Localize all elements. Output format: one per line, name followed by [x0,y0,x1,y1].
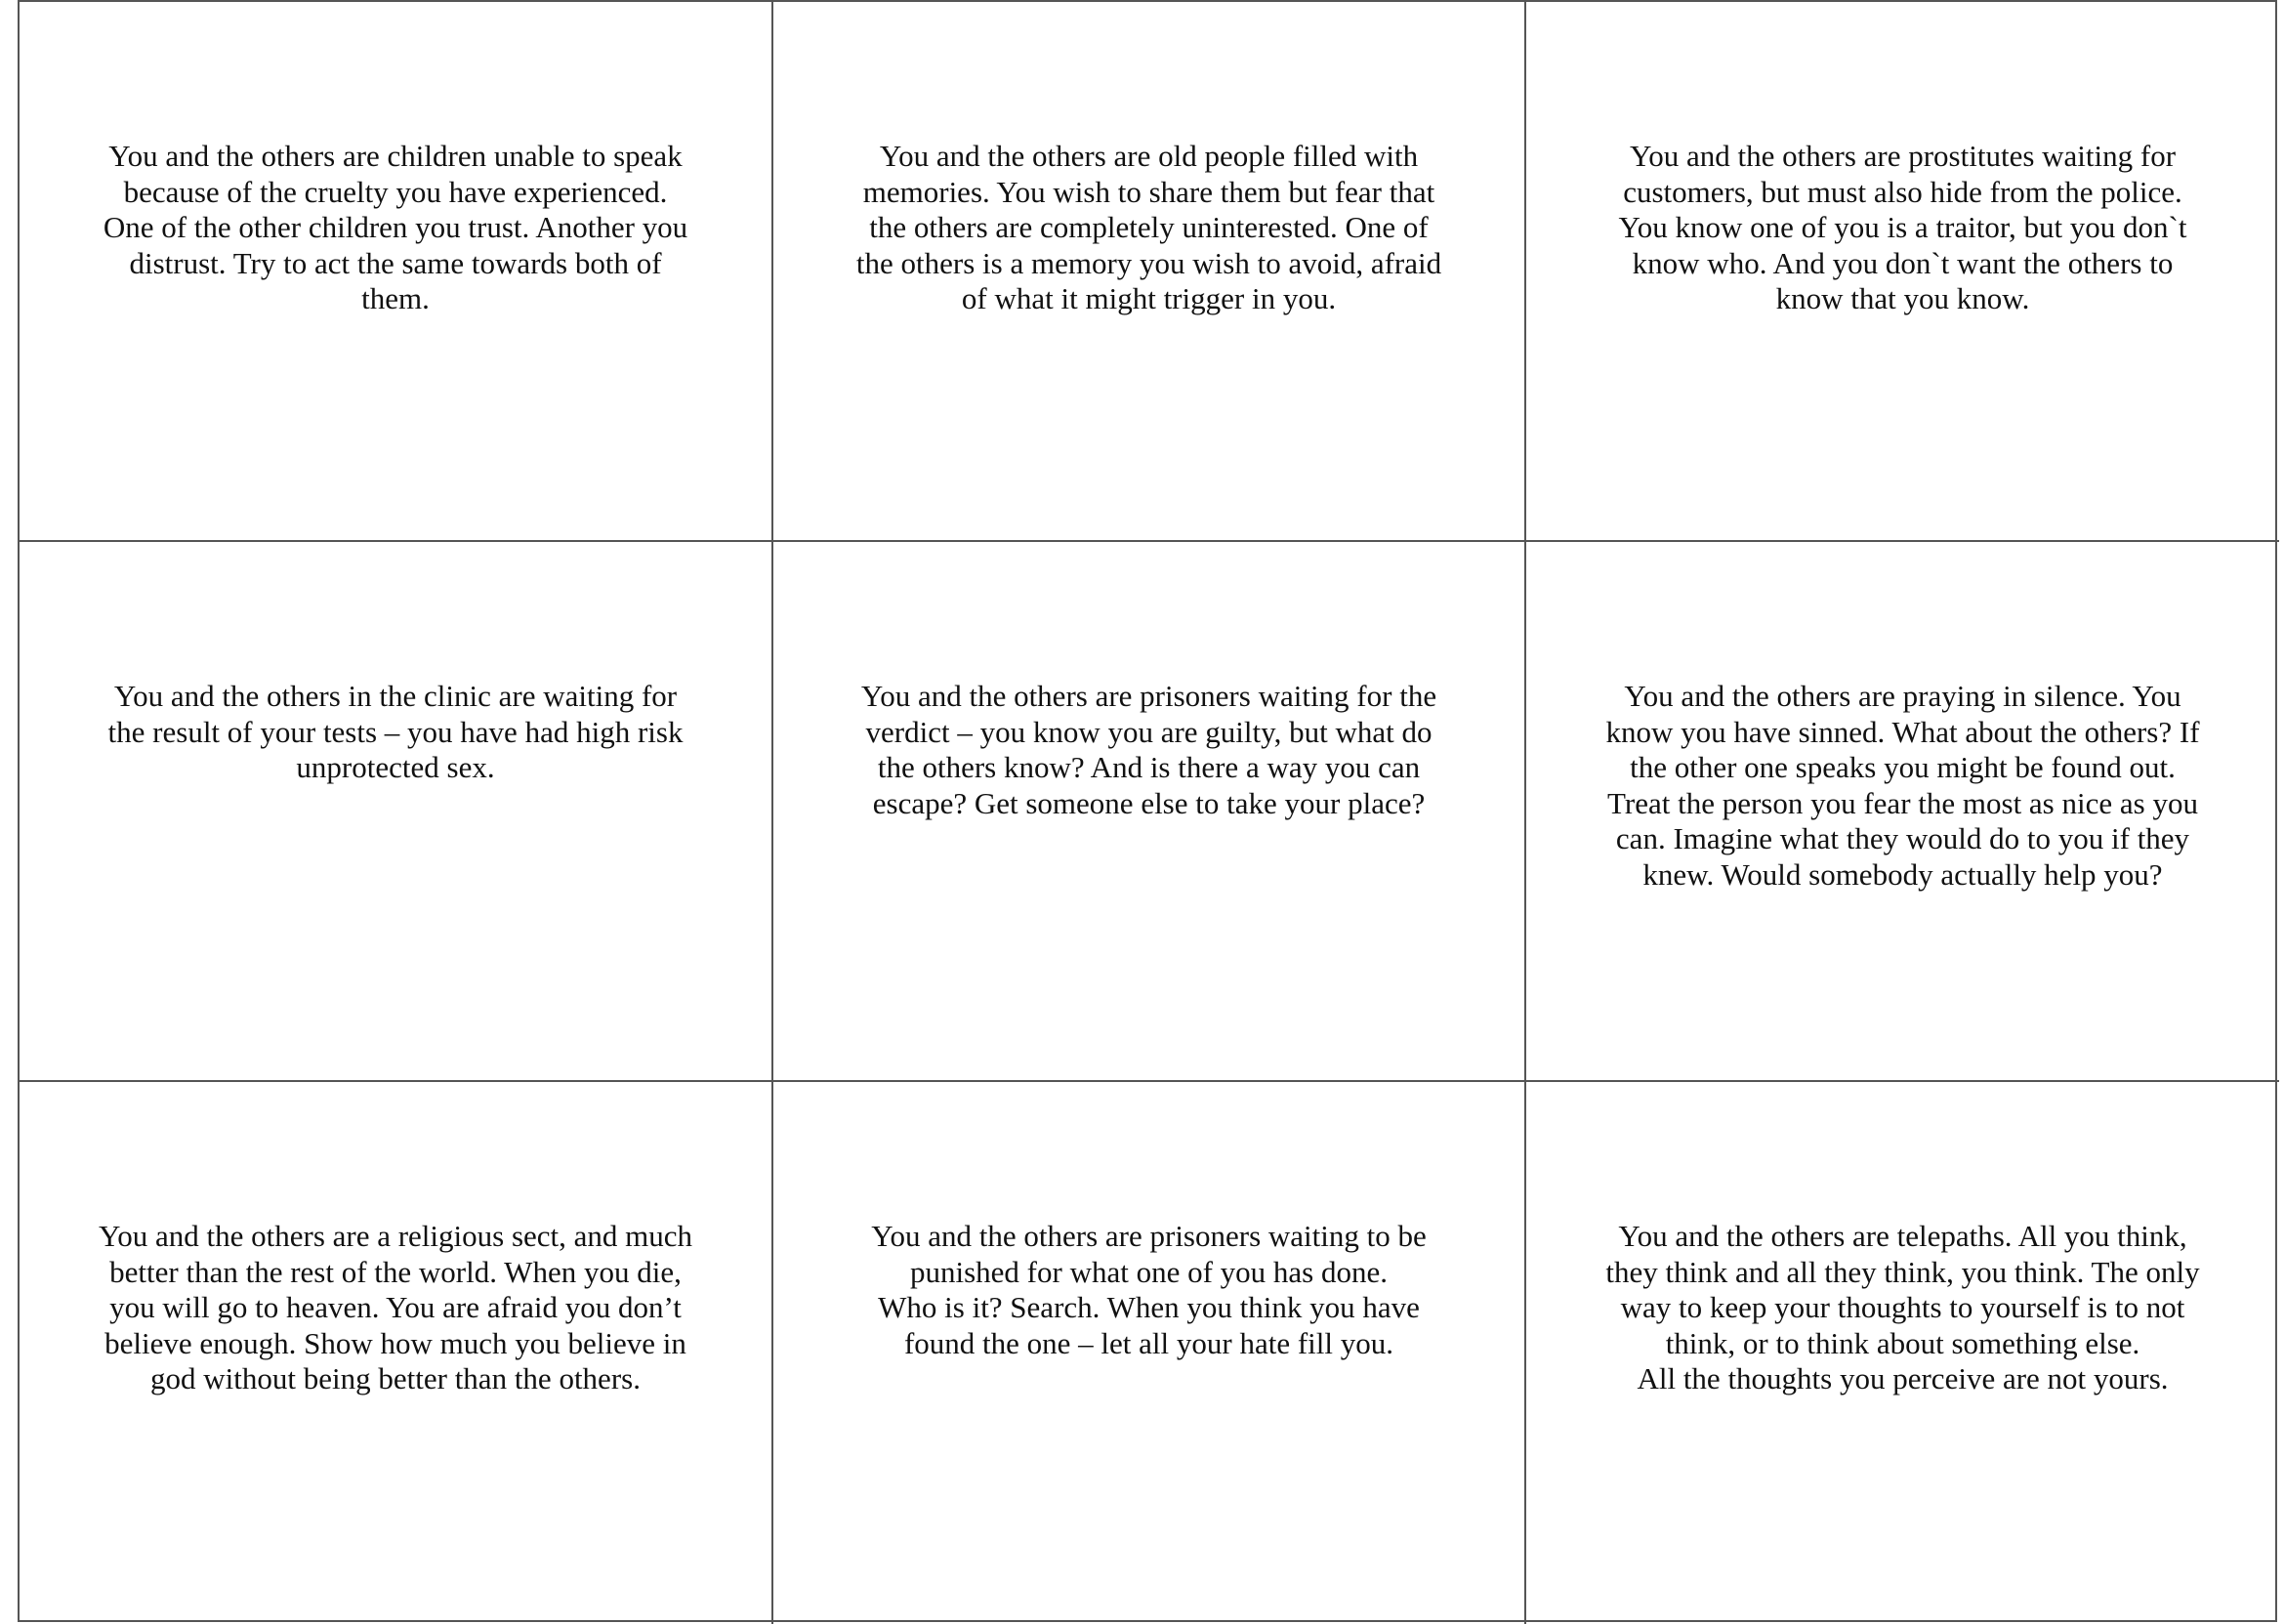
card-text-line: you will go to heaven. You are afraid you don’t [109,1290,682,1324]
card-text [832,1219,1466,1361]
card-text [832,679,1466,821]
card-text [1585,1219,2221,1397]
card-text-line: Treat the person you fear the most as nice as you [1607,785,2198,820]
card [1526,2,2279,542]
card-text-line: You and the others are praying in silence. You [1624,679,2181,713]
card [1526,1082,2279,1624]
card [773,2,1526,542]
card-text-line: knew. Would somebody actually help you? [1642,856,2163,892]
card-text [78,1219,713,1397]
card-text-line: You and the others are prostitutes waiting for [1629,139,2177,173]
card-text [78,679,713,786]
card-text-line: better than the rest of the world. When you die, [109,1254,682,1289]
card-text-line: the others is a memory you wish to avoid, afraid [855,245,1442,280]
card-text-line: punished for what one of you has done. [909,1254,1388,1289]
card-text-line: You know one of you is a traitor, but you don`t [1618,210,2187,244]
card-text-line: memories. You wish to share them but fear that [862,174,1435,209]
card [773,542,1526,1082]
card-text-line: All the thoughts you perceive are not yours. [1637,1361,2169,1395]
card-grid [18,0,2277,1622]
card-text [832,139,1466,317]
card-text-line: god without being better than the others. [150,1361,641,1395]
card-text-line: know you have sinned. What about the others? If [1605,714,2200,749]
card-text-line: You and the others in the clinic are waiting for [113,679,678,713]
card-text-line: customers, but must also hide from the police. [1623,174,2182,209]
card-text-line: know that you know. [1775,281,2030,315]
card-text-line: distrust. Try to act the same towards both of [129,245,662,280]
card-text-line: You and the others are children unable to speak [108,139,683,173]
card-text-line: them. [361,281,430,315]
card-text-line: One of the other children you trust. Another you [103,210,688,244]
card [20,2,773,542]
card-text-line: the others know? And is there a way you can [877,750,1421,784]
card-text [78,139,713,317]
card [773,1082,1526,1624]
card-text-line: unprotected sex. [296,750,495,784]
card [20,1082,773,1624]
card-text-line: You and the others are prisoners waiting to be [871,1219,1427,1253]
card-text-line: You and the others are telepaths. All you think, [1618,1219,2187,1253]
card-text-line: the other one speaks you might be found out. [1630,750,2176,784]
card-text-line: the result of your tests – you have had high risk [107,714,684,749]
card-text-line: You and the others are a religious sect, and much [98,1219,693,1253]
card [20,542,773,1082]
card-text-line: You and the others are old people filled with [879,139,1419,173]
card [1526,542,2279,1082]
card-text-line: way to keep your thoughts to yourself is to not [1620,1290,2185,1324]
card-text-line: think, or to think about something else. [1665,1325,2140,1360]
card-text [1585,139,2221,317]
card-text-line: You and the others are prisoners waiting for the [860,679,1437,713]
card-text [1585,679,2221,893]
card-text-line: Who is it? Search. When you think you have [878,1290,1420,1324]
card-text-line: escape? Get someone else to take your place? [872,785,1426,820]
card-text-line: because of the cruelty you have experienced. [123,174,668,209]
card-text-line: the others are completely uninterested. One of [869,210,1429,244]
card-text-line: they think and all they think, you think. The only [1605,1254,2200,1289]
card-text-line: believe enough. Show how much you believe in [104,1325,686,1360]
card-text-line: can. Imagine what they would do to you if they [1615,821,2190,855]
card-text-line: know who. And you don`t want the others to [1632,245,2174,280]
card-text-line: of what it might trigger in you. [961,281,1337,315]
card-text-line: verdict – you know you are guilty, but what do [865,714,1433,749]
card-text-line: found the one – let all your hate fill you. [903,1325,1394,1360]
